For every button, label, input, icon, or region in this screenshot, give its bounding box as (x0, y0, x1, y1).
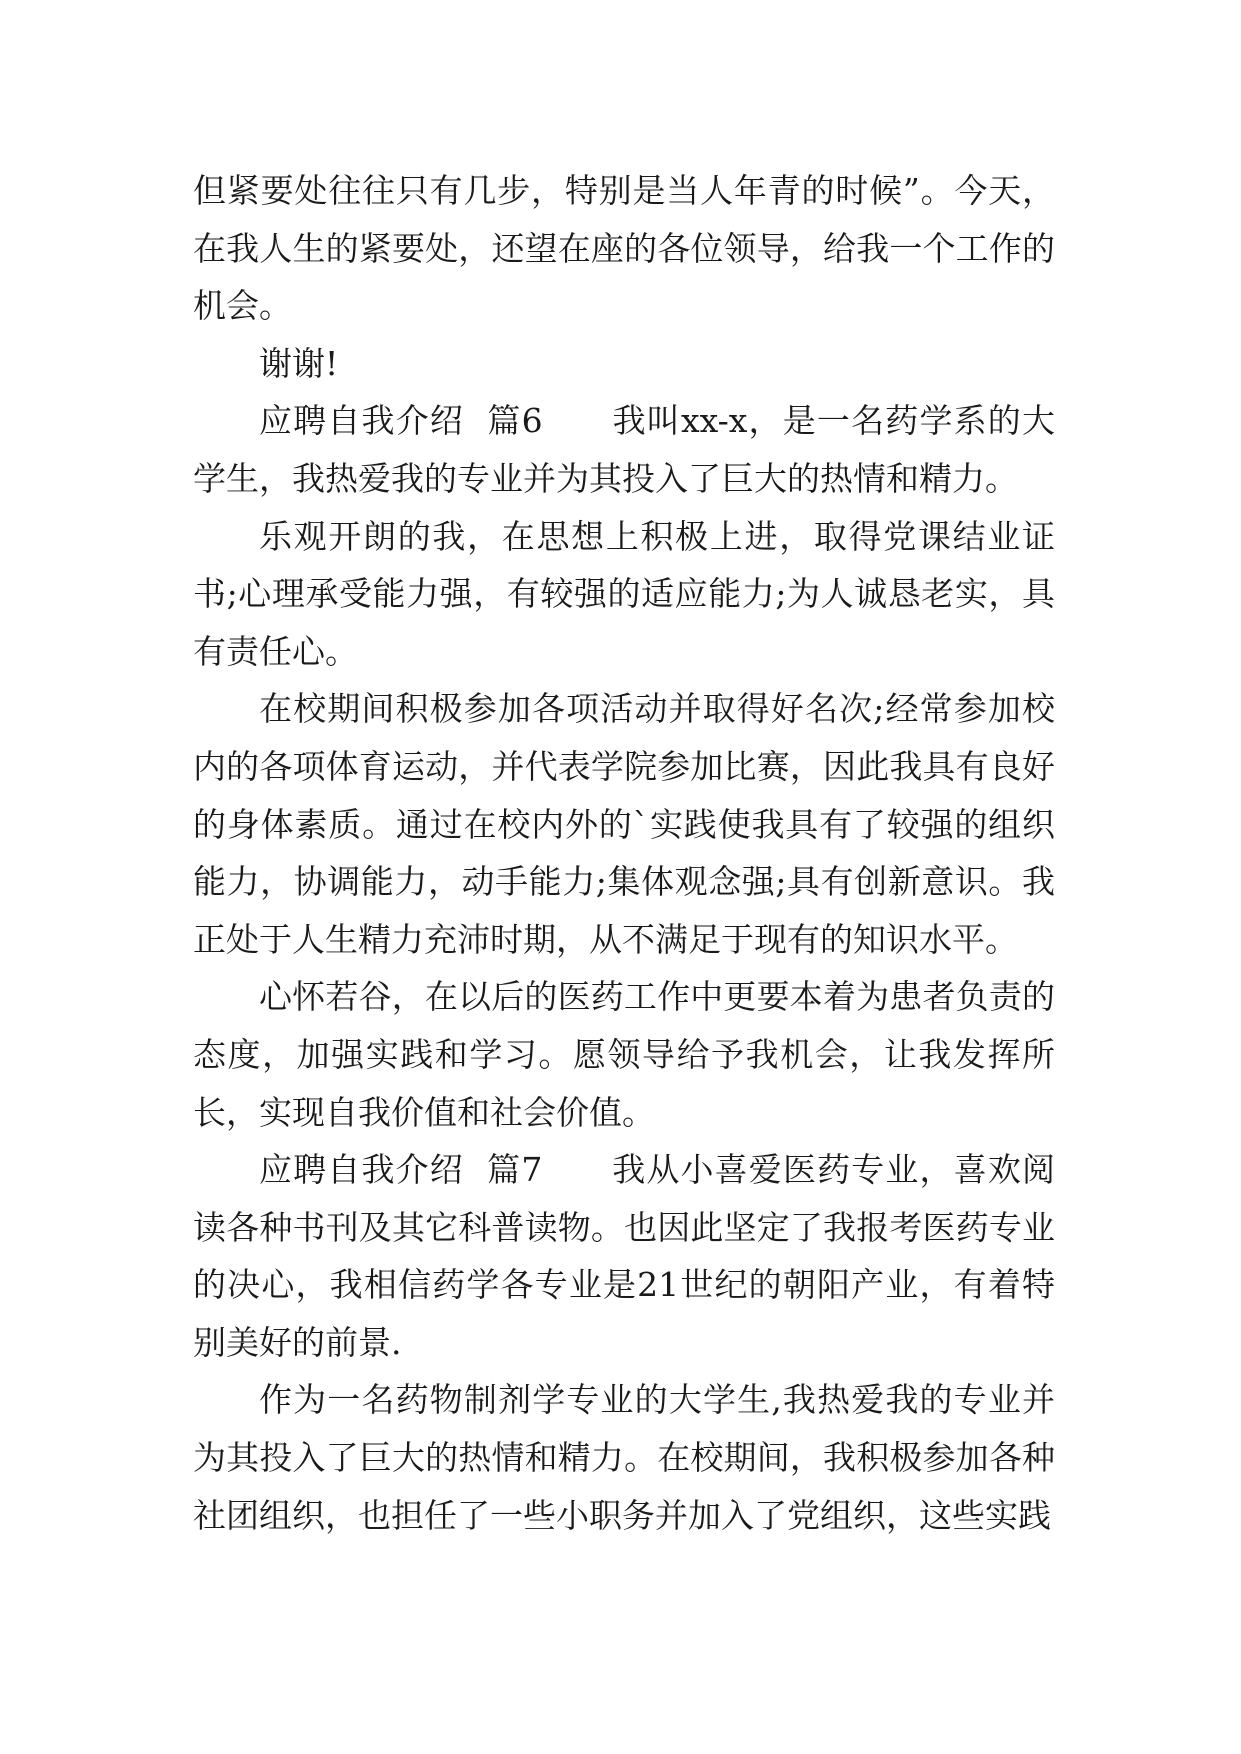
paragraph-2 (193, 335, 1055, 393)
paragraph-text: 心怀若谷，在以后的医药工作中更要本着为患者负责的态度，加强实践和学习。愿领导给予我机会，让我发挥所长，实现自我价值和社会价值。 (193, 977, 1055, 1132)
paragraph-3 (193, 392, 1055, 507)
paragraph-text: 我叫xx-x，是一名药学系的大学生，我热爱我的专业并为其投入了巨大的热情和精力。 (193, 401, 1055, 498)
section-heading: 应聘自我介绍 篇6 (259, 401, 543, 441)
paragraph-text: 我从小喜爱医药专业，喜欢阅读各种书刊及其它科普读物。也因此坚定了我报考医药专业的决心，我相信药学各专业是21世纪的朝阳产业，有着特别美好的前景. (193, 1150, 1055, 1362)
paragraph-1 (193, 162, 1055, 335)
paragraph-text: 在校期间积极参加各项活动并取得好名次;经常参加校内的各项体育运动，并代表学院参加比赛，因此我具有良好的身体素质。通过在校内外的`实践使我具有了较强的组织能力，协调能力，动手能力;集体观念强;具有创新意识。我正处于人生精力充沛时期，从不满足于现有的知识水平。 (193, 689, 1055, 959)
paragraph-5 (193, 680, 1055, 968)
paragraph-text: 但紧要处往往只有几步，特别是当人年青的时候”。今天，在我人生的紧要处，还望在座的各位领导，给我一个工作的机会。 (193, 171, 1055, 326)
paragraph-7 (193, 1141, 1055, 1371)
paragraph-text: 乐观开朗的我，在思想上积极上进，取得党课结业证书;心理承受能力强，有较强的适应能力;为人诚恳老实，具有责任心。 (193, 516, 1055, 671)
paragraph-text: 作为一名药物制剂学专业的大学生,我热爱我的专业并为其投入了巨大的热情和精力。在校期间，我积极参加各种社团组织，也担任了一些小职务并加入了党组织，这些实践 (193, 1380, 1055, 1535)
document-body (193, 162, 1055, 1544)
paragraph-6 (193, 968, 1055, 1141)
paragraph-text: 谢谢! (259, 343, 339, 383)
paragraph-4 (193, 508, 1055, 681)
section-heading: 应聘自我介绍 篇7 (259, 1150, 543, 1190)
paragraph-8 (193, 1371, 1055, 1544)
